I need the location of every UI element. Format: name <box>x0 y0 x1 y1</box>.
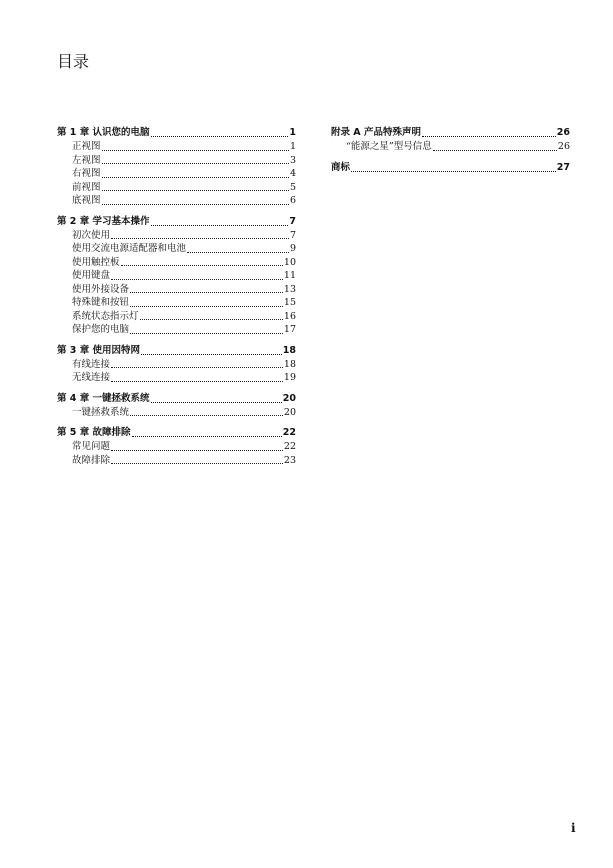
toc-section-entry[interactable] <box>57 283 296 297</box>
leader-dots <box>111 238 289 239</box>
toc-chapter <box>57 215 296 337</box>
toc-section-title: 前视图 <box>72 181 101 193</box>
toc-section-entry[interactable] <box>331 140 570 154</box>
leader-dots <box>422 136 556 137</box>
toc-section-entry[interactable] <box>57 269 296 283</box>
page-title: 目录 <box>57 52 90 71</box>
leader-dots <box>351 171 556 172</box>
toc-chapter-title: 第 1 章 认识您的电脑 <box>57 127 150 138</box>
toc-section-entry[interactable] <box>57 323 296 337</box>
toc-page-number: 1 <box>289 141 296 152</box>
toc-chapter-title: 附录 A 产品特殊声明 <box>331 127 421 138</box>
toc-section-title: 特殊键和按钮 <box>72 297 130 308</box>
toc-chapter-title: 第 4 章 一键拯救系统 <box>57 392 150 404</box>
toc-chapter-entry[interactable] <box>57 126 296 140</box>
toc-section-entry[interactable] <box>57 310 296 324</box>
leader-dots <box>102 163 289 164</box>
toc-section-entry[interactable] <box>57 194 296 208</box>
toc-page-number: 11 <box>283 270 296 281</box>
toc-page-number: 6 <box>289 195 296 206</box>
toc-chapter-title: 第 3 章 使用因特网 <box>57 344 141 356</box>
leader-dots <box>433 150 557 151</box>
toc-page-number: 7 <box>289 229 296 241</box>
toc-chapter <box>57 126 296 208</box>
leader-dots <box>141 354 282 355</box>
toc-left-column <box>57 126 296 474</box>
toc-chapter-entry[interactable] <box>331 161 570 175</box>
toc-section-entry[interactable] <box>57 256 296 270</box>
toc-page-number: 17 <box>283 324 296 335</box>
leader-dots <box>151 402 282 403</box>
toc-page-number: 5 <box>289 181 296 193</box>
leader-dots <box>151 225 289 226</box>
toc-page-number: 26 <box>556 127 570 138</box>
leader-dots <box>187 252 289 253</box>
page-number: i <box>571 821 576 835</box>
toc-section-title: 一键拯救系统 <box>72 406 130 418</box>
toc-section-title: 有线连接 <box>72 358 111 370</box>
toc-section-title: 使用键盘 <box>72 270 111 281</box>
toc-section-title: 保护您的电脑 <box>72 324 130 335</box>
leader-dots <box>132 436 282 437</box>
toc-chapter <box>57 344 296 385</box>
toc-page-number: 19 <box>283 372 296 383</box>
toc-section-title: 使用触控板 <box>72 256 120 268</box>
toc-page-number: 20 <box>282 392 296 404</box>
toc-page-number: 22 <box>282 427 296 438</box>
toc-section-title: 无线连接 <box>72 372 111 383</box>
toc-page-number: 9 <box>289 243 296 254</box>
leader-dots <box>140 319 283 320</box>
toc-section-title: 左视图 <box>72 154 101 166</box>
toc-page-number: 1 <box>289 127 296 138</box>
toc-section-title: 常见问题 <box>72 441 111 452</box>
toc-section-entry[interactable] <box>57 242 296 256</box>
leader-dots <box>121 265 283 266</box>
toc-section-entry[interactable] <box>57 154 296 168</box>
toc-chapter <box>57 426 296 467</box>
toc-section-entry[interactable] <box>57 454 296 468</box>
toc-section-title: 右视图 <box>72 168 101 179</box>
leader-dots <box>151 136 289 137</box>
toc-chapter <box>331 161 570 175</box>
toc-chapter-title: 第 5 章 故障排除 <box>57 427 131 438</box>
toc-section-title: 系统状态指示灯 <box>72 310 139 322</box>
toc-page-number: 18 <box>283 358 296 370</box>
toc-section-title: 使用外接设备 <box>72 283 130 295</box>
toc-page-number: 10 <box>283 256 296 268</box>
toc-page-number: 16 <box>283 310 296 322</box>
toc-page-number: 13 <box>283 283 296 295</box>
toc-right-column <box>331 126 570 182</box>
toc-page-number: 22 <box>283 441 296 452</box>
toc-chapter-title: 商标 <box>331 161 351 173</box>
toc-section-entry[interactable] <box>57 371 296 385</box>
leader-dots <box>111 450 283 451</box>
leader-dots <box>102 204 289 205</box>
toc-chapter-entry[interactable] <box>57 392 296 406</box>
toc-section-entry[interactable] <box>57 167 296 181</box>
toc-page-number: 15 <box>283 297 296 308</box>
toc-section-title: 正视图 <box>72 141 101 152</box>
toc-chapter-entry[interactable] <box>57 426 296 440</box>
toc-chapter-entry[interactable] <box>331 126 570 140</box>
toc-page-number: 26 <box>557 141 570 152</box>
toc-section-entry[interactable] <box>57 140 296 154</box>
leader-dots <box>102 150 289 151</box>
toc-section-entry[interactable] <box>57 181 296 195</box>
leader-dots <box>130 415 283 416</box>
toc-section-entry[interactable] <box>57 358 296 372</box>
toc-page-number: 3 <box>289 154 296 166</box>
leader-dots <box>130 292 283 293</box>
leader-dots <box>111 381 283 382</box>
toc-section-entry[interactable] <box>57 406 296 420</box>
toc-page-number: 23 <box>283 454 296 466</box>
toc-chapter <box>331 126 570 154</box>
leader-dots <box>111 463 283 464</box>
leader-dots <box>130 333 283 334</box>
toc-section-title: “能源之星”型号信息 <box>346 141 432 152</box>
toc-page-number: 4 <box>289 168 296 179</box>
leader-dots <box>102 177 289 178</box>
toc-page-number: 7 <box>289 215 296 227</box>
toc-chapter-entry[interactable] <box>57 215 296 229</box>
toc-section-title: 底视图 <box>72 195 101 206</box>
toc-page-number: 20 <box>283 406 296 418</box>
toc-chapter <box>57 392 296 420</box>
toc-section-entry[interactable] <box>57 229 296 243</box>
toc-page-number: 27 <box>556 161 570 173</box>
toc-page-number: 18 <box>282 344 296 356</box>
leader-dots <box>111 367 283 368</box>
toc-section-title: 故障排除 <box>72 454 111 466</box>
leader-dots <box>130 306 283 307</box>
toc-section-entry[interactable] <box>57 296 296 310</box>
leader-dots <box>111 279 283 280</box>
toc-chapter-title: 第 2 章 学习基本操作 <box>57 215 150 227</box>
leader-dots <box>102 190 289 191</box>
toc-chapter-entry[interactable] <box>57 344 296 358</box>
toc-section-title: 初次使用 <box>72 229 111 241</box>
toc-section-entry[interactable] <box>57 440 296 454</box>
toc-section-title: 使用交流电源适配器和电池 <box>72 243 187 254</box>
